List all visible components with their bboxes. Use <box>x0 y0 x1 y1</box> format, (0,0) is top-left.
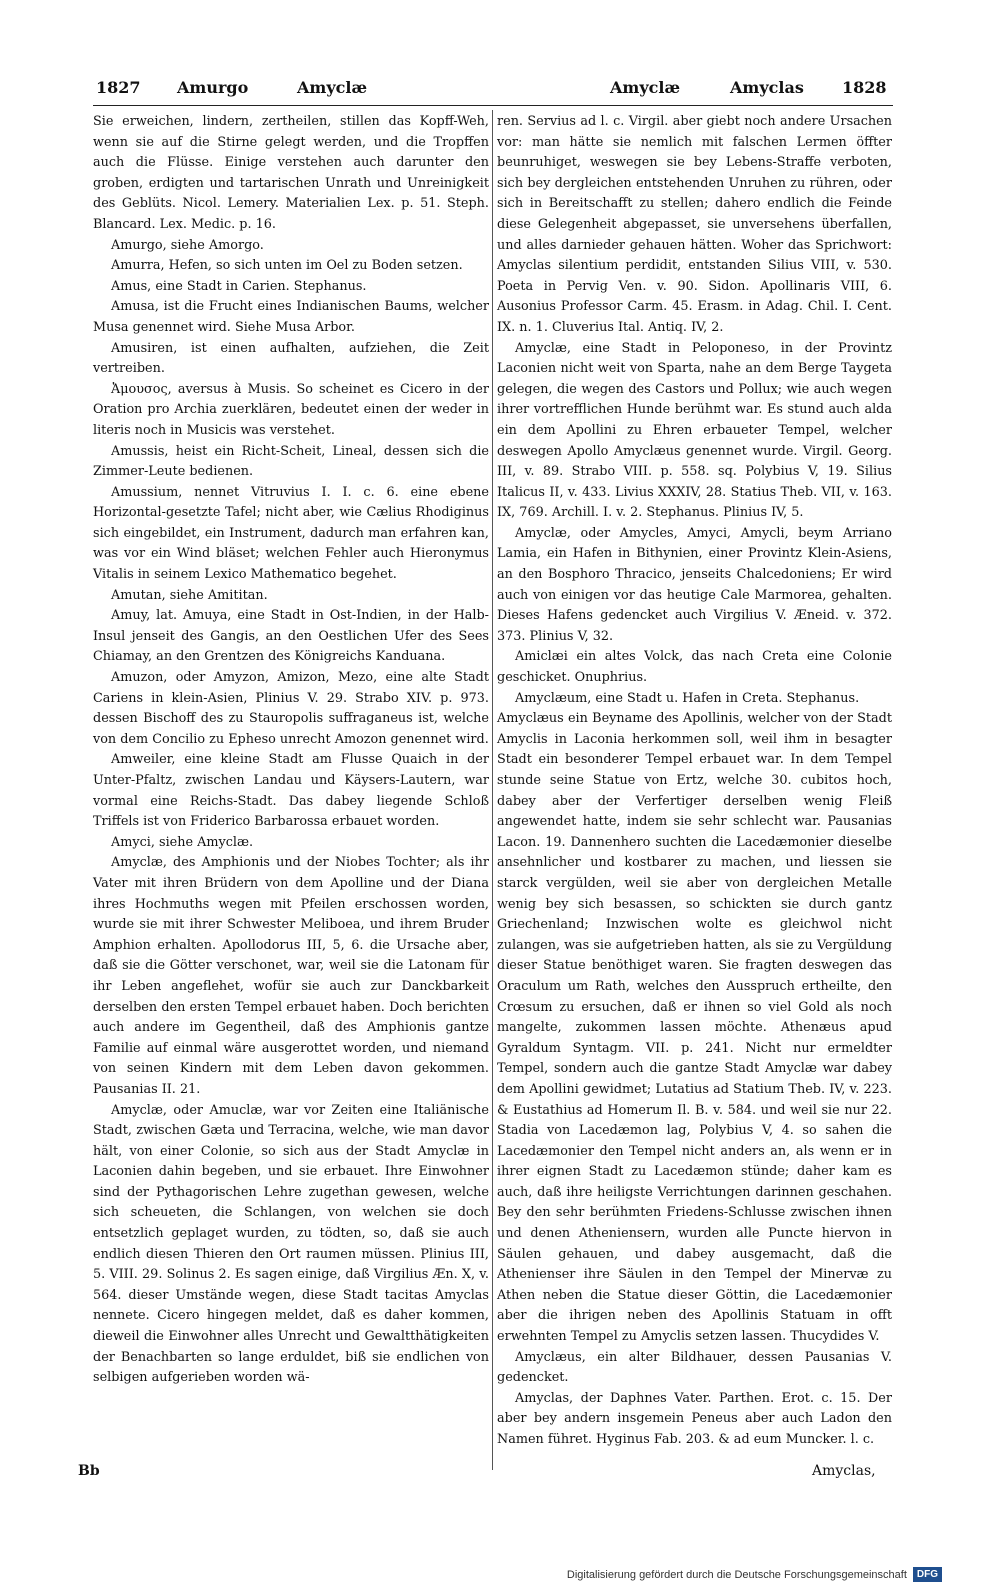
left-column-entry: Amuzon, oder Amyzon, Amizon, Mezo, eine alte Stadt Cariens in klein-Asien, Plinius V. 29. Strabo XIV. p. 973. dessen Bischoff des zu Stauropolis suffraganeus ist, welche von dem Concilio zu Epheso unrecht Amozon genennet wird. <box>93 670 489 747</box>
catchword: Amyclas, <box>812 1463 876 1479</box>
right-column-entry: ren. Servius ad l. c. Virgil. aber giebt noch andere Ursachen vor: man hätte sie nemlich mit falschen Lermen öffter beunruhiget, weswegen sie bey Lebens-Straffe verboten, sich bey dergleichen entstehenden Unruhen zu rühren, oder sich in Bereitschafft zu stellen; dahero endlich die Feinde diese Gelegenheit abgepasset, sie unversehens überfallen, und alles darnieder gehauen hätten. Woher das Sprichwort: Amyclas silentium perdidit, entstanden Silius VIII, v. 530. Poeta in Pervig Ven. v. 90. Sidon. Apollinaris VIII, 6. Ausonius Professor Carm. 45. Erasm. in Adag. Chil. I. Cent. IX. n. 1. Cluverius Ital. Antiq. IV, 2. <box>497 114 892 335</box>
left-column-entry: Amutan, siehe Amititan. <box>111 587 268 603</box>
right-headword-last: Amyclas <box>730 78 804 97</box>
left-page-number: 1827 <box>96 78 141 97</box>
footer-text: Digitalisierung gefördert durch die Deutsche Forschungsgemeinschaft <box>566 1568 907 1581</box>
left-column-entry: Amuy, lat. Amuya, eine Stadt in Ost-Indien, in der Halb-Insul jenseit des Gangis, an den Oestlichen Ufer des Sees Chiamay, an den Grentzen des Königreichs Kanduana. <box>93 608 489 665</box>
right-column <box>497 112 892 1451</box>
right-column-entry: Amyclæ, oder Amycles, Amyci, Amycli, beym Arriano Lamia, ein Hafen in Bithynien, einer Provintz Klein-Asiens, an den Bosphoro Thracico, jenseits Chalcedoniens; Er wird auch von einigen vor das heutige Cale Marmorea, gehalten. Dieses Hafens gedencket auch Virgilius V. Æneid. v. 372. 373. Plinius V, 32. <box>497 525 892 644</box>
left-headword-last: Amyclæ <box>297 78 368 97</box>
right-column-entry: Amiclæi ein altes Volck, das nach Creta eine Colonie geschicket. Onuphrius. <box>497 649 892 686</box>
left-column <box>93 112 489 1389</box>
signature-mark: Bb <box>78 1463 100 1479</box>
right-column-entry: Amyclæus, ein alter Bildhauer, dessen Pausanias V. gedencket. <box>497 1349 892 1386</box>
right-column-entry: Amyclæ, eine Stadt in Peloponeso, in der Provintz Laconien nicht weit von Sparta, nahe an dem Berge Taygeta gelegen, die wegen des Castors und Pollux; wie auch wegen ihrer vortrefflichen Hunde berühmt war. Es stund auch alda ein dem Apollini zu Ehren erbaueter Tempel, welcher deswegen Apollo Amyclæus genennet wurde. Virgil. Georg. III, v. 89. Strabo VIII. p. 558. sq. Polybius V, 19. Silius Italicus II, v. 433. Livius XXXIV, 28. Statius Theb. VII, v. 163. IX, 769. Archill. I. v. 2. Stephanus. Plinius IV, 5. <box>497 340 892 521</box>
left-column-entry: Amusiren, ist einen aufhalten, aufziehen, die Zeit vertreiben. <box>93 340 489 377</box>
left-column-entry: Amussis, heist ein Richt-Scheit, Lineal, dessen sich die Zimmer-Leute bedienen. <box>93 443 489 480</box>
left-column-entry: Amus, eine Stadt in Carien. Stephanus. <box>111 278 367 294</box>
dfg-logo: DFG <box>913 1567 942 1582</box>
left-column-entry: Amusa, ist die Frucht eines Indianischen Baums, welcher Musa genennet wird. Siehe Musa Arbor. <box>93 299 489 335</box>
left-column-entry: Amurgo, siehe Amorgo. <box>111 237 264 253</box>
left-column-entry: Amurra, Hefen, so sich unten im Oel zu Boden setzen. <box>111 258 463 274</box>
left-column-entry: Amussium, nennet Vitruvius I. I. c. 6. eine ebene Horizontal-gesetzte Tafel; nicht aber, wie Cælius Rhodiginus sich eingebildet, ein Instrument, dadurch man erfahren kan, was vor ein Wind bläset; welchen Fehler auch Hieronymus Vitalis in seinem Lexico Mathematico begehet. <box>93 484 489 583</box>
digitization-footer <box>567 1567 942 1582</box>
left-column-entry: Amyclæ, oder Amuclæ, war vor Zeiten eine Italiänische Stadt, zwischen Gæta und Terracina, welche, wie man davor hält, von einer Colonie, so sich aus der Stadt Amyclæ in Laconien dahin begeben, und sie erbauet. Ihre Einwohner sind der Pythagorischen Lehre zugethan gewesen, welche sich scheueten, die Schlangen, von welchen sie doch entsetzlich geplaget wurden, zu tödten, so, daß sie auch endlich diesen Thieren den Ort raumen müssen. Plinius III, 5. VIII. 29. Solinus 2. Es sagen einige, daß Virgilius Æn. X, v. 564. dieser Umstände wegen, diese Stadt tacitas Amyclas nennete. Cicero hingegen meldet, daß es daher kommen, dieweil die Einwohner alles Unrecht und Gewaltthätigkeiten der Benachbarten so lange erduldet, biß sie endlichen von selbigen aufgerieben worden wä- <box>93 1102 489 1386</box>
right-headword-first: Amyclæ <box>610 78 681 97</box>
left-headword-first: Amurgo <box>177 78 249 97</box>
left-column-entry: Ἀμουσος, aversus à Musis. So scheinet es Cicero in der Oration pro Archia zuerklären, bedeutet einen der weder in literis noch in Musicis was verstehet. <box>93 381 489 438</box>
left-column-entry: Sie erweichen, lindern, zertheilen, stillen das Kopff-Weh, wenn sie auf die Stirne gelegt werden, und die Tropffen auch die Flüsse. Einige verstehen auch darunter den groben, erdigten und tartarischen Unrath und Unreinigkeit des Geblüts. Nicol. Lemery. Materialien Lex. p. 51. Steph. Blancard. Lex. Medic. p. 16. <box>93 114 489 232</box>
header-rule <box>93 105 893 106</box>
left-column-entry: Amweiler, eine kleine Stadt am Flusse Quaich in der Unter-Pfaltz, zwischen Landau und Käysers-Lautern, war vormal eine Reichs-Stadt. Das dabey liegende Schloß Triffels ist von Friderico Barbarossa erbauet worden. <box>93 752 489 830</box>
left-column-entry: Amyci, siehe Amyclæ. <box>111 834 254 850</box>
right-column-entry: Amyclæus ein Beyname des Apollinis, welcher von der Stadt Amyclis in Laconia herkommen soll, weil ihm in besagter Stadt ein besonderer Tempel erbauet war. In dem Tempel stunde seine Statue von Ertz, welche 30. cubitos hoch, dabey aber der Verfertiger derselben wenig Fleiß angewendet hatte, indem sie sehr schlecht war. Pausanias Lacon. 19. Dannenhero suchten die Lacedæmonier dieselbe ansehnlicher und kostbarer zu machen, und liessen sie starck vergülden, weil sie aber von dergleichen Metalle wenig bey sich besassen, so schickten sie durch gantz Griechenland; Inzwischen wolte es gleichwol nicht zulangen, was sie aufgetrieben hatten, als sie zu Vergüldung dieser Statue benöthiget waren. Sie fragten deswegen das Oraculum um Rath, welches den Ausspruch ertheilte, den Crœsum zu ersuchen, daß er ihnen so viel Gold als noch mangelte, zukommen lassen möchte. Athenæus apud Gyraldum Syntagm. VII. p. 241. Nicht nur ermeldter Tempel, sondern auch die gantze Stadt Amyclæ war dabey dem Apollini gewidmet; Lutatius ad Statium Theb. IV, v. 223. & Eustathius ad Homerum Il. B. v. 584. und weil sie nur 22. Stadia von Lacedæmon lag, Polybius V, 4. so sahen die Lacedæmonier den Tempel nicht anders an, als wenn er in ihrer eignen Stadt zu Lacedæmon stünde; daher kam es auch, daß ihre heiligste Verrichtungen darinnen geschahen. Bey den sehr berühmten Friedens-Schlusse zwischen ihnen und denen Atheniensern, wurden alle Puncte hiervon in Säulen gehauen, und dabey ausgemacht, daß die Athenienser ihre Säulen in den Tempel der Minervæ zu Athen neben die Statue dieser Göttin, die Lacedæmonier aber die ihrigen neben des Apollinis Statuam in offt erwehnten Tempel zu Amyclis setzen lassen. Thucydides V. <box>497 711 892 1345</box>
column-divider <box>492 110 493 1470</box>
right-column-entry: Amyclas, der Daphnes Vater. Parthen. Erot. c. 15. Der aber bey andern insgemein Peneus aber auch Ladon den Namen führet. Hyginus Fab. 203. & ad eum Muncker. l. c. <box>497 1390 892 1447</box>
right-page-number: 1828 <box>842 78 887 97</box>
right-column-entry: Amyclæum, eine Stadt u. Hafen in Creta. Stephanus. <box>515 690 860 706</box>
left-column-entry: Amyclæ, des Amphionis und der Niobes Tochter; als ihr Vater mit ihren Brüdern von dem Apolline und der Diana ihres Hochmuths wegen mit Pfeilen erschossen worden, wurde sie mit ihrer Schwester Meliboea, und ihrem Bruder Amphion erhalten. Apollodorus III, 5, 6. die Ursache aber, daß sie die Götter verschonet, war, weil sie die Latonam für ihr Leben angeflehet, wofür sie auch zur Danckbarkeit derselben den ersten Tempel erbauet haben. Doch berichten auch andere im Gegentheil, daß des Amphionis gantze Familie auf einmal wäre ausgerottet worden, und niemand von seinen Kindern mit dem Leben davon gekommen. Pausanias II. 21. <box>93 855 489 1097</box>
